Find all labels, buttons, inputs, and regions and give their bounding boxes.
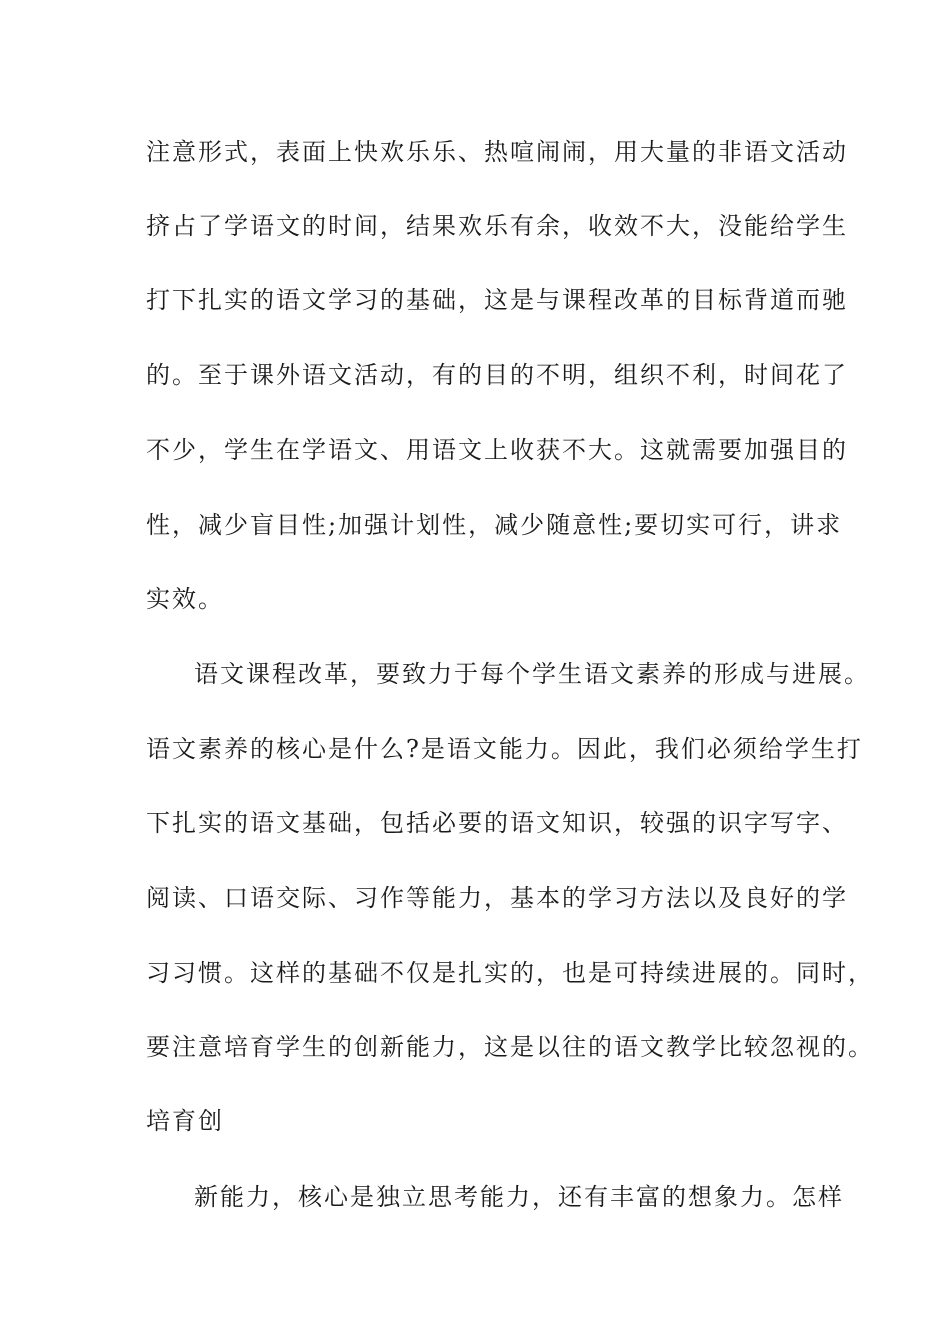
paragraph-line: 语文课程改革，要致力于每个学生语文素养的形成与进展。 <box>194 660 870 688</box>
paragraph-line: 打下扎实的语文学习的基础，这是与课程改革的目标背道而驰 <box>146 286 848 314</box>
paragraph-line: 要注意培育学生的创新能力，这是以往的语文教学比较忽视的。 <box>146 1033 874 1061</box>
paragraph-line: 注意形式，表面上快欢乐乐、热喧闹闹，用大量的非语文活动 <box>146 138 848 166</box>
paragraph-line: 实效。 <box>146 585 224 613</box>
paragraph-line: 的。至于课外语文活动，有的目的不明，组织不利，时间花了 <box>146 361 848 389</box>
paragraph-line: 下扎实的语文基础，包括必要的语文知识，较强的识字写字、 <box>146 809 848 837</box>
paragraph-line: 不少，学生在学语文、用语文上收获不大。这就需要加强目的 <box>146 436 848 464</box>
paragraph-line: 挤占了学语文的时间，结果欢乐有余，收效不大，没能给学生 <box>146 212 848 240</box>
paragraph-line: 新能力，核心是独立思考能力，还有丰富的想象力。怎样 <box>194 1183 844 1211</box>
paragraph-line: 阅读、口语交际、习作等能力，基本的学习方法以及良好的学 <box>146 884 848 912</box>
paragraph-line: 习习惯。这样的基础不仅是扎实的，也是可持续进展的。同时， <box>146 959 874 987</box>
paragraph-line: 培育创 <box>146 1107 224 1135</box>
paragraph-line: 性，减少盲目性;加强计划性，减少随意性;要切实可行，讲求 <box>146 511 843 539</box>
paragraph-line: 语文素养的核心是什么?是语文能力。因此，我们必须给学生打 <box>146 735 863 763</box>
